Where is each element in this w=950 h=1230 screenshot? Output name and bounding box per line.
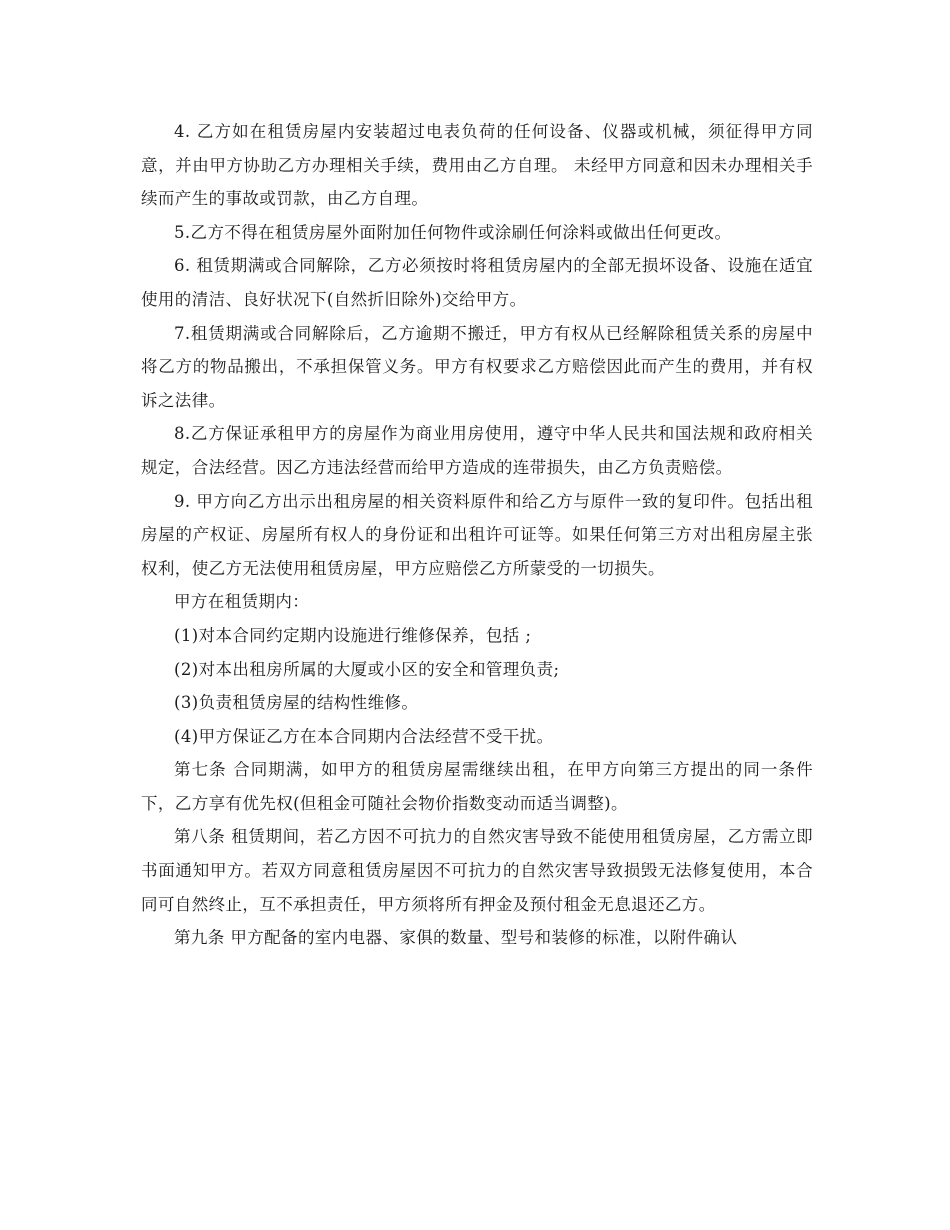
clause-6-paragraph: 6. 租赁期满或合同解除，乙方必须按时将租赁房屋内的全部无损坏设备、设施在适宜使用的清洁、良好状况下(自然折旧除外)交给甲方。	[141, 256, 813, 309]
document-body	[141, 115, 813, 955]
clause-4-paragraph: 4. 乙方如在租赁房屋内安装超过电表负荷的任何设备、仪器或机械，须征得甲方同意，并由甲方协助乙方办理相关手续，费用由乙方自理。 未经甲方同意和因未办理相关手续而产生的事故或罚款，由乙方自理。	[141, 122, 813, 209]
clause-9-paragraph: 9. 甲方向乙方出示出租房屋的相关资料原件和给乙方与原件一致的复印件。包括出租房屋的产权证、房屋所有权人的身份证和出租许可证等。如果任何第三方对出租房屋主张权利，使乙方无法使用租赁房屋，甲方应赔偿乙方所蒙受的一切损失。	[141, 491, 813, 578]
landlord-duty-4: (4)甲方保证乙方在本合同期内合法经营不受干扰。	[174, 726, 554, 746]
article-8-paragraph: 第八条 租赁期间，若乙方因不可抗力的自然灾害导致不能使用租赁房屋，乙方需立即书面通知甲方。若双方同意租赁房屋因不可抗力的自然灾害导致损毁无法修复使用，本合同可自然终止，互不承担责任，甲方须将所有押金及预付租金无息退还乙方。	[141, 827, 813, 914]
landlord-duty-2: (2)对本出租房所属的大厦或小区的安全和管理负责;	[174, 659, 560, 679]
landlord-duties-heading: 甲方在租赁期内：	[174, 592, 310, 612]
clause-7-paragraph: 7.租赁期满或合同解除后，乙方逾期不搬迁，甲方有权从已经解除租赁关系的房屋中将乙方的物品搬出，不承担保管义务。甲方有权要求乙方赔偿因此而产生的费用，并有权诉之法律。	[141, 323, 813, 410]
landlord-duty-3: (3)负责租赁房屋的结构性维修。	[174, 693, 419, 713]
article-7-paragraph: 第七条 合同期满，如甲方的租赁房屋需继续出租，在甲方向第三方提出的同一条件下，乙方享有优先权(但租金可随社会物价指数变动而适当调整)。	[141, 760, 813, 813]
landlord-duty-1: (1)对本合同约定期内设施进行维修保养，包括 ;	[174, 625, 532, 645]
article-9-paragraph: 第九条 甲方配备的室内电器、家俱的数量、型号和装修的标准，以附件确认	[174, 928, 738, 948]
clause-8-paragraph: 8.乙方保证承租甲方的房屋作为商业用房使用，遵守中华人民共和国法规和政府相关规定，合法经营。因乙方违法经营而给甲方造成的连带损失，由乙方负责赔偿。	[141, 424, 813, 477]
clause-5-paragraph: 5.乙方不得在租赁房屋外面附加任何物件或涂刷任何涂料或做出任何更改。	[174, 222, 732, 242]
